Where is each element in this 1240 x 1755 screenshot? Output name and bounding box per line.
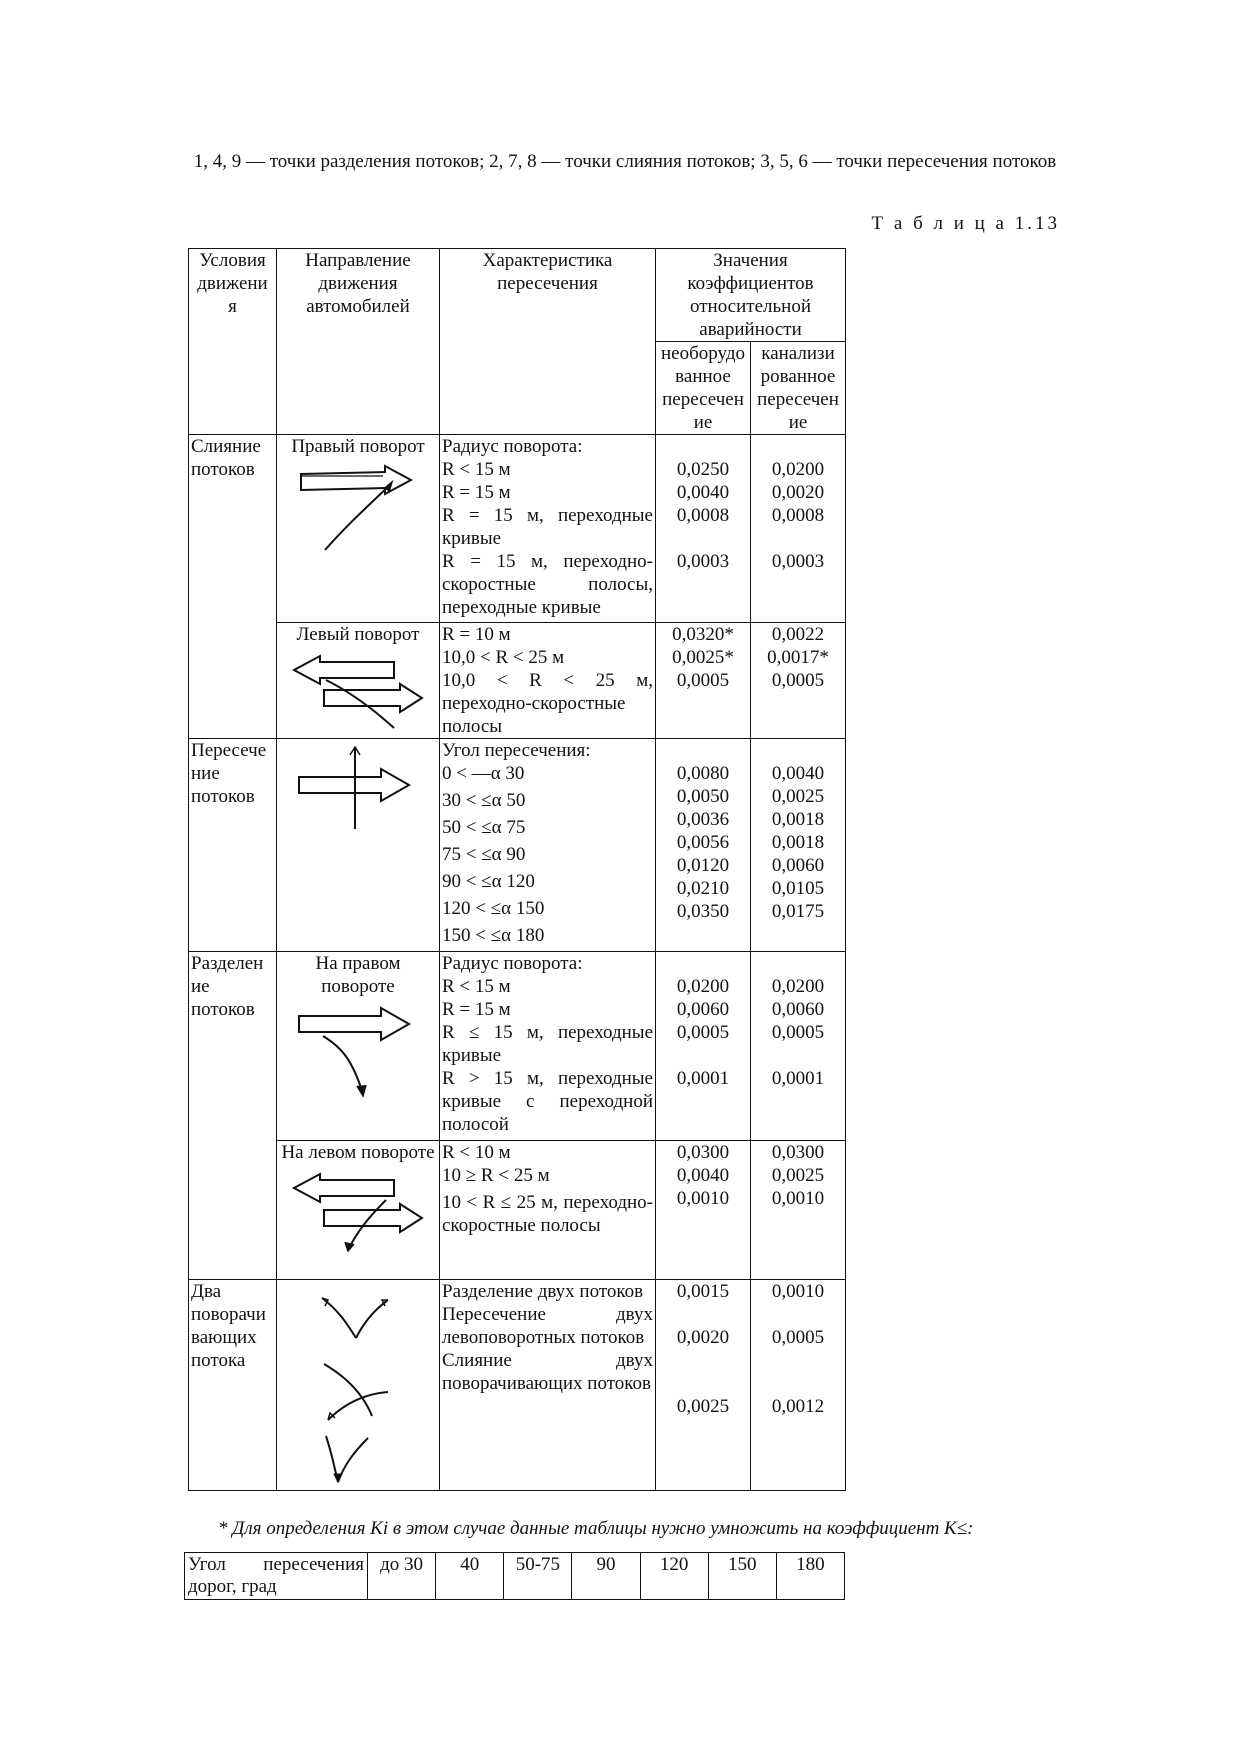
header-channelized: канализи рованное пересечен ие (751, 342, 846, 435)
table-row (185, 1553, 845, 1600)
merge-right-turn-icon (293, 464, 423, 554)
value-channelized: 0,0022 0,0017* 0,0005 (751, 623, 846, 739)
table-row (189, 739, 846, 952)
value-channelized: 0,0300 0,0025 0,0010 (751, 1141, 846, 1280)
condition-merge: Слияние потоков (189, 435, 277, 739)
angle-value: 90 (572, 1553, 640, 1600)
value-channelized: 0,0200 0,0020 0,0008 0,0003 (751, 435, 846, 623)
value-channelized: 0,0200 0,0060 0,0005 0,0001 (751, 952, 846, 1141)
header-unequipped: необорудо ванное пересечен ие (656, 342, 751, 435)
split-left-turn-icon (290, 1170, 426, 1252)
value-channelized: 0,0040 0,0025 0,0018 0,0018 0,0060 0,0105 0,0175 (751, 739, 846, 952)
angle-label: Угол пересечения дорог, град (185, 1553, 368, 1600)
accident-coefficients-table (188, 248, 846, 1491)
angle-value: 180 (776, 1553, 844, 1600)
table-label: Т а б л и ц а 1.13 (871, 213, 1060, 234)
header-direction: Направление движения автомобилей (277, 249, 440, 435)
value-channelized: 0,0010 0,0005 0,0012 (751, 1280, 846, 1491)
value-unequipped: 0,0200 0,0060 0,0005 0,0001 (656, 952, 751, 1141)
value-unequipped: 0,0300 0,0040 0,0010 (656, 1141, 751, 1280)
angle-coefficient-table (184, 1552, 845, 1600)
value-unequipped: 0,0080 0,0050 0,0036 0,0056 0,0120 0,0210 0,0350 (656, 739, 751, 952)
angle-value: до 30 (368, 1553, 436, 1600)
characteristic-cell: Радиус поворота: R < 15 м R = 15 м R = 15 м, переходные кривые R = 15 м, переходно-скоростные полосы, переходные кривые (440, 435, 656, 623)
characteristic-cell: R = 10 м 10,0 < R < 25 м 10,0 < R < 25 м, переходно-скоростные полосы (440, 623, 656, 739)
angle-value: 150 (708, 1553, 776, 1600)
table-row (189, 1280, 846, 1491)
header-coefficients: Значения коэффициентов относительной аварийности (656, 249, 846, 342)
direction-label: Левый поворот (296, 624, 420, 645)
angle-value: 50-75 (504, 1553, 572, 1600)
two-turning-flows-icon (308, 1286, 408, 1486)
value-unequipped: 0,0250 0,0040 0,0008 0,0003 (656, 435, 751, 623)
characteristic-cell: Радиус поворота: R < 15 м R = 15 м R ≤ 15 м, переходные кривые R > 15 м, переходные кривые с переходной полосой (440, 952, 656, 1141)
table-row (189, 435, 846, 623)
header-conditions: Условия движени я (189, 249, 277, 435)
direction-label: На правом повороте (315, 953, 401, 997)
condition-two-turning: Два поворачи вающих потока (189, 1280, 277, 1491)
condition-cross: Пересече ние потоков (189, 739, 277, 952)
characteristic-cell: Угол пересечения: 0 < —α 30 30 < ≤α 50 50 < ≤α 75 75 < ≤α 90 90 < ≤α 120 120 < ≤α 150 150 < ≤α 180 (440, 739, 656, 952)
condition-split: Разделен ие потоков (189, 952, 277, 1280)
characteristic-cell: Разделение двух потоков Пересечение двух левоповоротных потоков Слияние двух поворачивающих потоков (440, 1280, 656, 1491)
direction-label: Правый поворот (291, 436, 425, 457)
header-characteristic: Характеристика пересечения (440, 249, 656, 435)
table-row (189, 1141, 846, 1280)
value-unequipped: 0,0015 0,0020 0,0025 (656, 1280, 751, 1491)
crossing-flows-icon (293, 745, 423, 835)
characteristic-cell: R < 10 м 10 ≥ R < 25 м 10 < R ≤ 25 м, переходно-скоростные полосы (440, 1141, 656, 1280)
table-row (189, 952, 846, 1141)
table-footnote: * Для определения Ki в этом случае данные таблицы нужно умножить на коэффициент K≤: (218, 1518, 974, 1539)
value-unequipped: 0,0320* 0,0025* 0,0005 (656, 623, 751, 739)
angle-value: 40 (436, 1553, 504, 1600)
merge-left-turn-icon (290, 652, 426, 732)
table-row (189, 623, 846, 739)
angle-value: 120 (640, 1553, 708, 1600)
figure-caption: 1, 4, 9 — точки разделения потоков; 2, 7, 8 — точки слияния потоков; 3, 5, 6 — точки пересечения потоков (193, 151, 1057, 172)
split-right-turn-icon (293, 1004, 423, 1100)
direction-label: На левом повороте (281, 1142, 435, 1163)
